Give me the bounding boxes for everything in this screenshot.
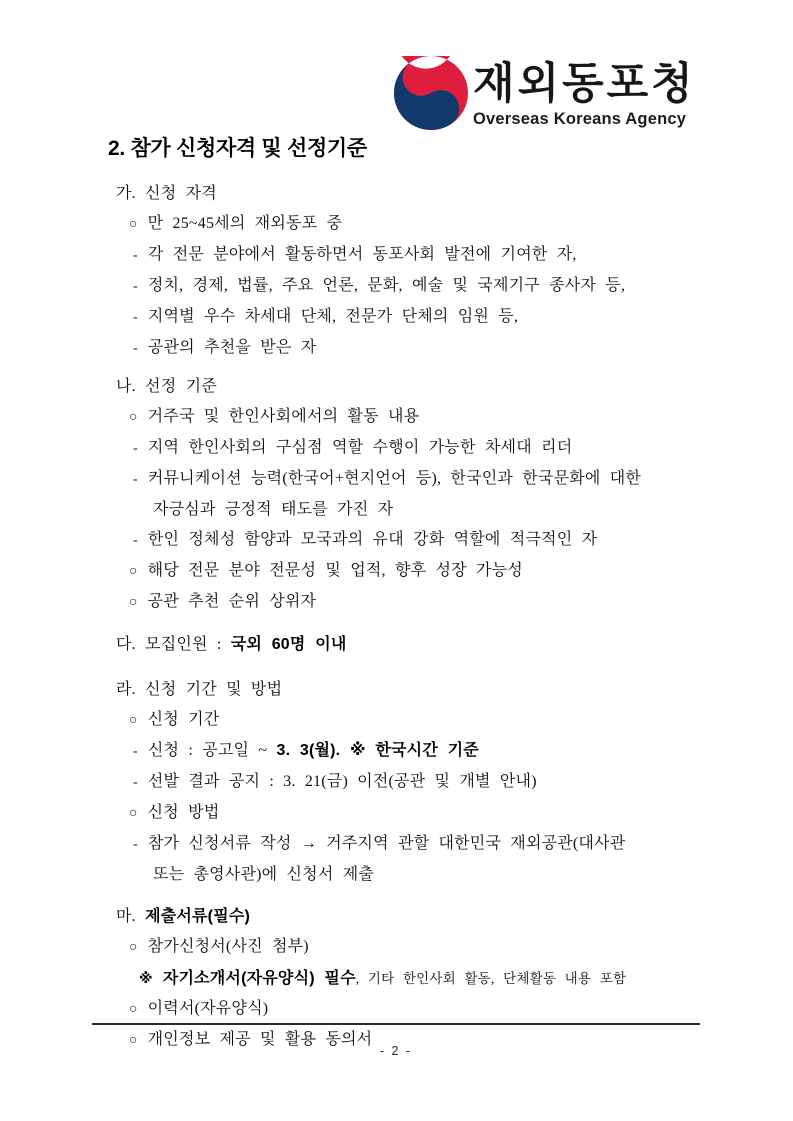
list-bullet: - xyxy=(133,248,138,263)
document-line xyxy=(129,209,708,240)
list-bullet: ○ xyxy=(129,217,138,232)
page-number: - 2 - xyxy=(379,1044,413,1058)
list-bullet: ○ xyxy=(129,806,138,821)
footer-divider xyxy=(92,1023,700,1025)
document-line xyxy=(133,525,708,556)
line-text: 참가신청서(사진 첨부) xyxy=(147,938,309,955)
document-line xyxy=(129,798,708,829)
document-line xyxy=(116,630,708,660)
document-line xyxy=(153,860,708,890)
line-text: 참가 신청서류 작성 → 거주지역 관할 대한민국 재외공관(대사관 xyxy=(147,835,626,852)
document-line xyxy=(133,271,708,302)
line-text: 각 전문 분야에서 활동하면서 동포사회 발전에 기여한 자, xyxy=(147,246,577,263)
document-line xyxy=(133,736,708,767)
document-line xyxy=(129,705,708,736)
document-content xyxy=(108,137,708,1056)
document-line xyxy=(133,240,708,271)
document-line xyxy=(129,402,708,433)
document-line xyxy=(129,556,708,587)
document-line xyxy=(116,372,708,402)
section-heading: 2. 참가 신청자격 및 선정기준 xyxy=(108,137,367,160)
list-bullet: ※ xyxy=(139,970,153,986)
line-text: 자긍심과 긍정적 태도를 가진 자 xyxy=(153,501,394,518)
line-text: 가. 신청 자격 xyxy=(116,185,217,202)
list-bullet: - xyxy=(133,533,138,548)
list-bullet: - xyxy=(133,744,138,759)
document-line xyxy=(129,587,708,618)
document-line xyxy=(116,675,708,705)
list-bullet: ○ xyxy=(129,940,138,955)
document-line xyxy=(116,902,708,932)
document-line xyxy=(153,495,708,525)
agency-logo xyxy=(394,56,696,130)
line-text: 신청 방법 xyxy=(147,804,220,821)
line-text: 자기소개서(자유양식) 필수 xyxy=(162,970,356,987)
document-line xyxy=(133,302,708,333)
list-bullet: ○ xyxy=(129,564,138,579)
list-bullet: - xyxy=(133,837,138,852)
list-bullet: ○ xyxy=(129,410,138,425)
list-bullet: ○ xyxy=(129,1002,138,1017)
line-text: 이력서(자유양식) xyxy=(147,1000,269,1017)
document-line xyxy=(129,932,708,963)
line-text: 선발 결과 공지 : 3. 21(금) 이전(공관 및 개별 안내) xyxy=(147,773,537,790)
list-bullet: ○ xyxy=(129,595,138,610)
agency-name-english: Overseas Koreans Agency xyxy=(473,110,687,128)
line-text: 개인정보 제공 및 활용 동의서 xyxy=(147,1031,373,1048)
agency-logo-text xyxy=(473,56,696,129)
list-bullet: - xyxy=(133,279,138,294)
line-text: 거주국 및 한인사회에서의 활동 내용 xyxy=(147,408,420,425)
line-text: 공관의 추천을 받은 자 xyxy=(147,339,317,356)
line-text: 지역별 우수 차세대 단체, 전문가 단체의 임원 등, xyxy=(147,308,519,325)
line-text: 마. xyxy=(116,908,146,925)
line-text: 지역 한인사회의 구심점 역할 수행이 가능한 차세대 리더 xyxy=(147,439,573,456)
line-text: 다. 모집인원 : xyxy=(116,636,231,653)
list-bullet: - xyxy=(133,441,138,456)
list-bullet: - xyxy=(133,472,138,487)
document-line xyxy=(139,963,708,994)
list-bullet: - xyxy=(133,310,138,325)
document-line xyxy=(133,464,708,495)
list-bullet: - xyxy=(133,775,138,790)
line-text: 또는 총영사관)에 신청서 제출 xyxy=(153,866,375,883)
line-text: 공관 추천 순위 상위자 xyxy=(147,593,317,610)
document-lines xyxy=(108,179,708,1056)
list-bullet: ○ xyxy=(129,713,138,728)
document-line xyxy=(133,433,708,464)
line-text: 커뮤니케이션 능력(한국어+현지언어 등), 한국인과 한국문화에 대한 xyxy=(147,470,642,487)
line-text: 나. 선정 기준 xyxy=(116,378,217,395)
line-text: 3. 3(월). ※ 한국시간 기준 xyxy=(276,742,479,759)
document-line xyxy=(133,767,708,798)
line-text: 해당 전문 분야 전문성 및 업적, 향후 성장 가능성 xyxy=(147,562,523,579)
taegeuk-emblem-icon xyxy=(394,56,468,130)
line-text: 라. 신청 기간 및 방법 xyxy=(116,681,283,698)
line-text: 국외 60명 이내 xyxy=(230,636,347,653)
list-bullet: ○ xyxy=(129,1033,138,1048)
line-text: 신청 : 공고일 ~ xyxy=(147,742,277,759)
line-text: , 기타 한인사회 활동, 단체활동 내용 포함 xyxy=(355,971,627,986)
list-bullet: - xyxy=(133,341,138,356)
line-text: 한인 정체성 함양과 모국과의 유대 강화 역할에 적극적인 자 xyxy=(147,531,598,548)
line-text: 만 25~45세의 재외동포 중 xyxy=(147,215,343,232)
line-text: 정치, 경제, 법률, 주요 언론, 문화, 예술 및 국제기구 종사자 등, xyxy=(147,277,626,294)
agency-name-korean: 재외동포청 xyxy=(473,60,696,108)
document-line xyxy=(116,179,708,209)
document-line xyxy=(133,829,708,860)
line-text: 신청 기간 xyxy=(147,711,220,728)
line-text: 제출서류(필수) xyxy=(145,908,251,925)
document-line xyxy=(133,333,708,364)
document-line xyxy=(129,994,708,1025)
